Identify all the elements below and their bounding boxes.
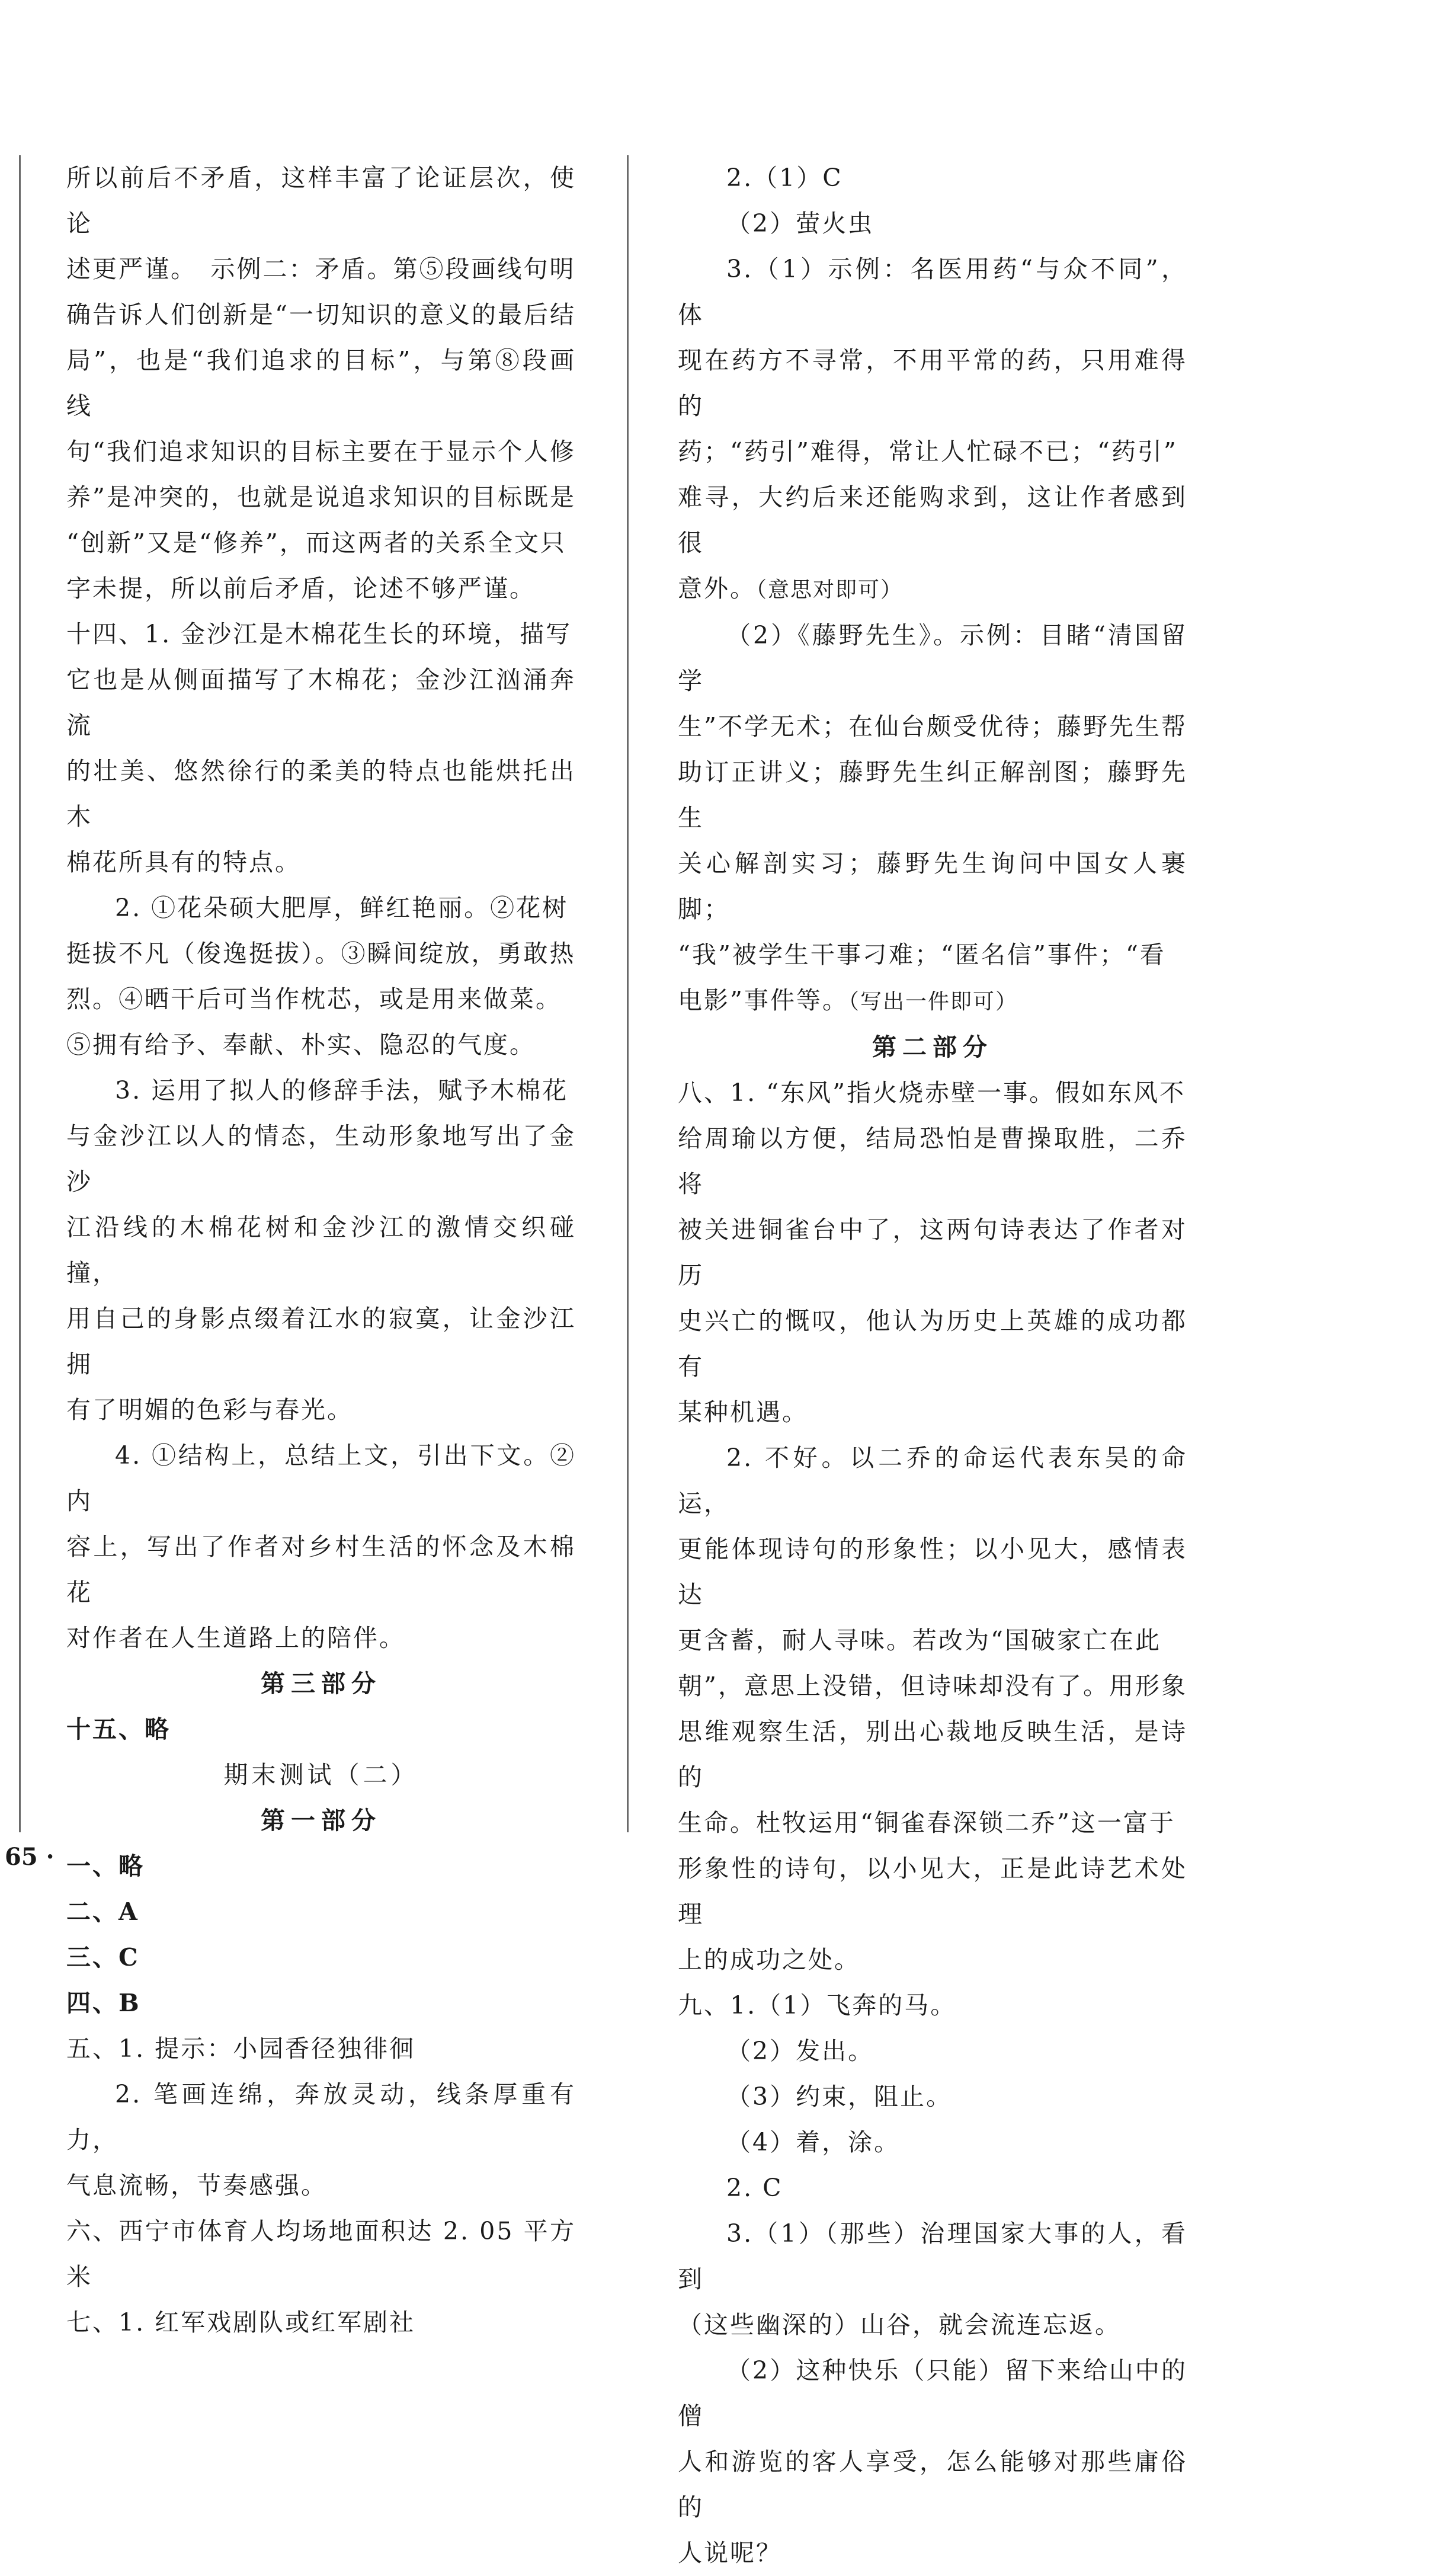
section-heading-part1: 第一部分 [261,1806,382,1835]
text-fragment: 意外。 [678,574,756,603]
text-line: 3.（1）示例：名医用药“与众不同”，体 [678,255,1187,329]
text-line: 难寻，大约后来还能购求到，这让作者感到很 [678,483,1187,557]
text-line: 思维观察生活，别出心裁地反映生活，是诗的 [678,1717,1187,1791]
note: （意思对即可） [756,578,904,602]
text-line: 一、略 [66,1852,145,1880]
text-line: 八、1. “东风”指火烧赤壁一事。假如东风不 [678,1079,1186,1107]
text-line: 养”是冲突的，也就是说追求知识的目标既是 [66,483,576,511]
text-line: 七、1. 红军戏剧队或红军剧社 [66,2308,416,2337]
text-line: 更含蓄，耐人寻味。若改为“国破家亡在此 [678,1626,1161,1655]
text-line: 与金沙江以人的情态，生动形象地写出了金沙 [66,1122,576,1196]
section-heading-part3: 第三部分 [261,1669,382,1698]
text-line: 句“我们追求知识的目标主要在于显示个人修 [66,437,576,466]
text-line: 四、B [66,1989,141,2017]
note: （写出一件即可） [848,990,1018,1014]
text-line: （3）约束，阻止。 [726,2082,953,2111]
text-line: 述更严谨。 示例二：矛盾。第⑤段画线句明 [66,255,576,283]
text-line: 2.（1）C [726,164,843,192]
text-line: 2. C [726,2174,783,2202]
text-line: 棉花所具有的特点。 [66,848,301,876]
text-line: “我”被学生干事刁难；“匿名信”事件；“看 [678,940,1166,969]
text-line: 现在药方不寻常，不用平常的药，只用难得的 [678,346,1187,420]
text-line: 给周瑜以方便，结局恐怕是曹操取胜，二乔将 [678,1124,1187,1198]
text-line: 挺拔不凡（俊逸挺拔）。③瞬间绽放，勇敢热 [66,939,576,968]
text-line: （2）这种快乐（只能）留下来给山中的僧 [678,2356,1187,2430]
text-line: （2）萤火虫 [726,209,874,238]
text-line: 九、1.（1）飞奔的马。 [678,1991,957,2020]
text-line: 史兴亡的慨叹，他认为历史上英雄的成功都有 [678,1307,1187,1381]
text-line: 它也是从侧面描写了木棉花；金沙江汹涌奔流 [66,665,576,740]
text-line: 关心解剖实习；藤野先生询问中国女人裹脚； [678,849,1187,923]
text-line: 有了明媚的色彩与春光。 [66,1396,353,1424]
section-heading-part2: 第二部分 [872,1033,993,1061]
text-line: 容上，写出了作者对乡村生活的怀念及木棉花 [66,1532,576,1607]
text-line: 被关进铜雀台中了，这两句诗表达了作者对历 [678,1215,1187,1289]
page-number: 65 · [5,1843,55,1871]
text-line: 药；“药引”难得，常让人忙碌不已；“药引” [678,437,1178,466]
text-line: 上的成功之处。 [678,1945,860,1974]
text-line: 3.（1）（那些）治理国家大事的人，看到 [678,2219,1187,2293]
text-fragment: 电影”事件等。 [678,986,848,1015]
text-line: 十四、1. 金沙江是木棉花生长的环境，描写 [66,620,572,648]
text-line: “创新”又是“修养”，而这两者的关系全文只 [66,529,566,557]
text-line: 对作者在人生道路上的陪伴。 [66,1624,405,1652]
text-line: 人和游览的客人享受，怎么能够对那些庸俗的 [678,2447,1187,2521]
right-column [678,155,1187,2576]
column-divider [627,155,629,1832]
text-line: （2）发出。 [726,2037,874,2065]
exam-title: 期末测试（二） [223,1761,419,1789]
text-line: 局”，也是“我们追求的目标”，与第⑧段画线 [66,346,576,420]
text-line: 字未提，所以前后矛盾，论述不够严谨。 [66,574,536,603]
text-line: 生”不学无术；在仙台颇受优待；藤野先生帮 [678,712,1187,741]
text-line: 三、C [66,1943,140,1972]
text-line: （2）《藤野先生》。示例：目睹“清国留学 [678,621,1187,695]
text-line: （这些幽深的）山谷，就会流连忘返。 [678,2311,1121,2339]
text-line: 2. ①花朵硕大肥厚，鲜红艳丽。②花树 [115,894,569,922]
text-line: 六、西宁市体育人均场地面积达 2. 05 平方米 [66,2217,576,2291]
text-line: 2. 不好。以二乔的命运代表东吴的命运， [678,1444,1187,1518]
text-line: 烈。④晒干后可当作枕芯，或是用来做菜。 [66,985,562,1013]
text-line: 的壮美、悠然徐行的柔美的特点也能烘托出木 [66,757,576,831]
text-line: 用自己的身影点缀着江水的寂寞，让金沙江拥 [66,1304,576,1378]
left-column [66,155,576,2345]
text-line: 二、A [66,1897,139,1926]
text-line: 4. ①结构上，总结上文，引出下文。②内 [66,1441,576,1515]
text-line: 3. 运用了拟人的修辞手法，赋予木棉花 [115,1076,569,1105]
text-line: 十五、略 [66,1715,171,1743]
text-line: 助订正讲义；藤野先生纠正解剖图；藤野先生 [678,758,1187,832]
text-line: 朝”，意思上没错，但诗味却没有了。用形象 [678,1672,1187,1700]
text-line: （4）着，涂。 [726,2128,901,2156]
text-line [678,978,1187,1025]
text-line: 生命。杜牧运用“铜雀春深锁二乔”这一富于 [678,1809,1175,1837]
left-margin-rule [19,155,21,1832]
text-line: 人说呢？ [678,2539,782,2567]
text-line: 江沿线的木棉花树和金沙江的激情交织碰撞， [66,1213,576,1287]
text-line: ⑤拥有给予、奉献、朴实、隐忍的气度。 [66,1031,536,1059]
text-line: 所以前后不矛盾，这样丰富了论证层次，使论 [66,164,576,238]
text-line: 2. 笔画连绵，奔放灵动，线条厚重有力， [66,2080,576,2154]
text-line: 五、1. 提示：小园香径独徘徊 [66,2034,416,2063]
text-line: 某种机遇。 [678,1398,808,1426]
text-line [678,566,1187,613]
text-line: 确告诉人们创新是“一切知识的意义的最后结 [66,300,576,329]
text-line: 形象性的诗句，以小见大，正是此诗艺术处理 [678,1854,1187,1928]
text-line: 更能体现诗句的形象性；以小见大，感情表达 [678,1535,1187,1609]
text-line: 气息流畅，节奏感强。 [66,2171,327,2200]
